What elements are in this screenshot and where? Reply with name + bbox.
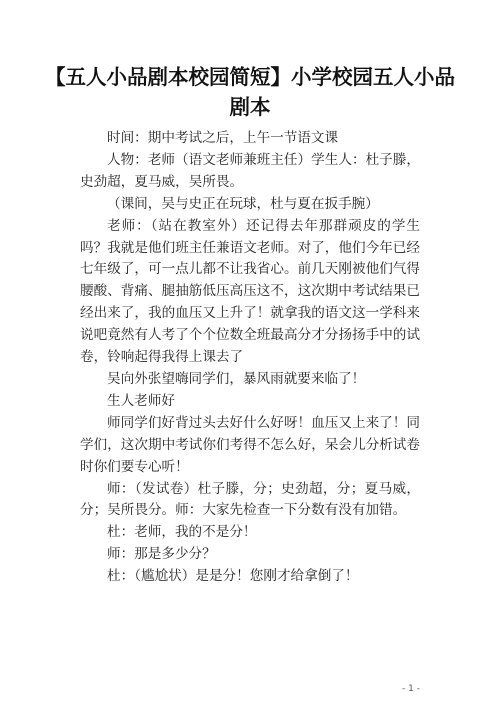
paragraph-teacher-reply: 师同学们好背过头去好什么好呀！血压又上来了！同学们，这次期中考试你们考得不怎么好，呆会儿分析试卷时你们要专心听！ xyxy=(80,414,420,475)
paragraph-teacher-question: 师：那是多少分？ xyxy=(107,546,216,563)
paragraph-characters: 人物：老师（语文老师兼班主任）学生人：杜子滕，史劲超，夏马威，吴所畏。 xyxy=(80,151,420,190)
document-body xyxy=(80,128,420,588)
paragraph-students-greeting: 生人老师好 xyxy=(107,392,175,409)
paragraph-scene: （课间，吴与史正在玩球，杜与夏在扳手腕） xyxy=(107,195,379,212)
paragraph-teacher-monologue: 老师：（站在教室外）还记得去年那群顽皮的学生吗？我就是他们班主任兼语文老师。对了，他们今年已经七年级了，可一点儿都不让我省心。前几天刚被他们气得腰酸、背痛、腿抽筋低压高压这不，这次期中考试结果已经出来了，我的血压又上升了！就拿我的语文这一学科来说吧竟然有人考了个个位数全班最高分才分扬扬手中的试卷，铃响起得我得上课去了 xyxy=(80,217,420,366)
paragraph-time: 时间：期中考试之后，上午一节语文课 xyxy=(107,130,339,146)
paragraph-du-line-1: 杜：老师，我的不是分！ xyxy=(107,524,257,541)
paragraph-hand-out-papers: 师：（发试卷）杜子滕，分；史劲超，分；夏马威，分；吴所畏分。师：大家先检查一下分数有没有加错。 xyxy=(80,480,420,519)
paragraph-wu-line: 吴向外张望嗨同学们，暴风雨就要来临了！ xyxy=(107,370,366,387)
page-number: - 1 - xyxy=(402,684,420,694)
document-title: 【五人小品剧本校园简短】小学校园五人小品剧本 xyxy=(45,65,455,119)
paragraph-du-line-2: 杜：（尴尬状）是是分！您刚才给拿倒了！ xyxy=(107,568,359,585)
